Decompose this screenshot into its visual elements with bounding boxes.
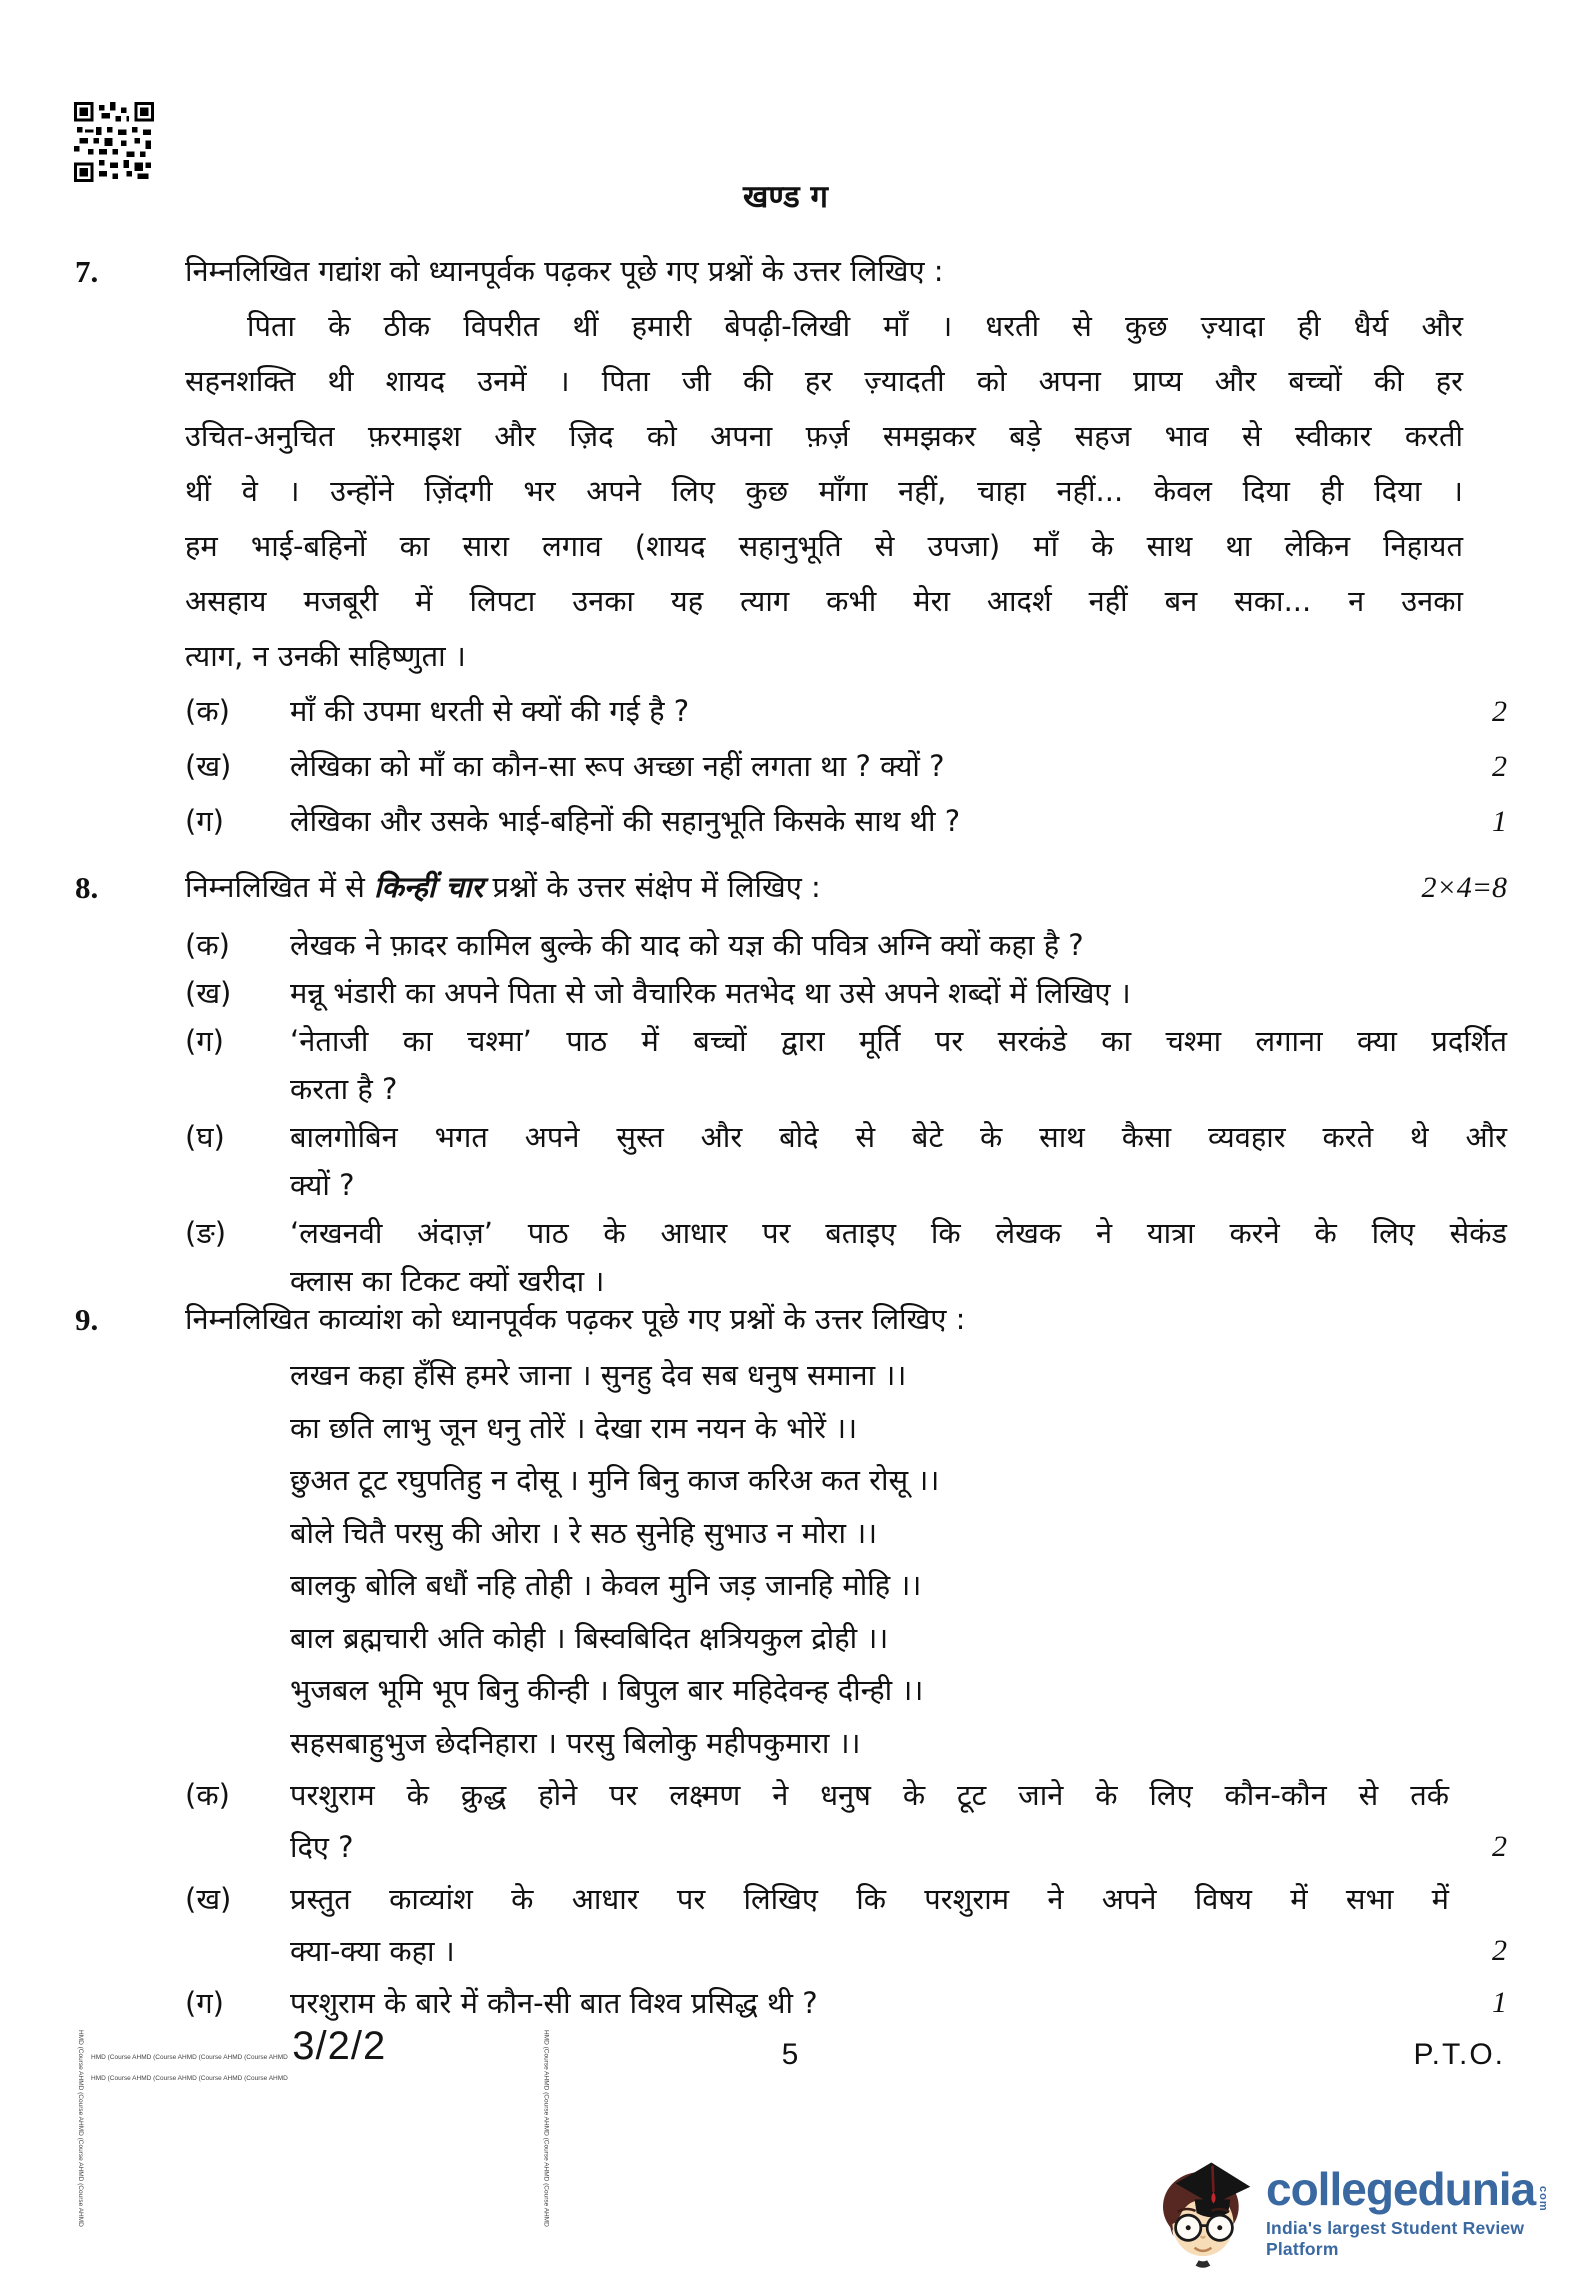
pto-label: P.T.O. [1413, 2038, 1506, 2071]
question-8-subquestions [185, 921, 1507, 1305]
subquestion-text: क्या-क्या कहा । [290, 1934, 455, 1968]
subquestion-text: परशुराम के बारे में कौन-सी बात विश्व प्रसिद्ध थी ? [290, 1986, 818, 2020]
section-heading: खण्ड ग [743, 179, 828, 215]
collegedunia-logo [1146, 2150, 1566, 2276]
subquestion [185, 684, 1507, 739]
qr-code [74, 100, 154, 184]
subquestion-text: लेखिका को माँ का कौन-सा रूप अच्छा नहीं लगता था ? क्यों ? [290, 749, 945, 783]
marks: 2 [1492, 750, 1507, 783]
question-9-poem [290, 1349, 1507, 1769]
subquestion-text: क्लास का टिकट क्यों खरीदा । [290, 1264, 605, 1298]
poem-line: सहसबाहुभुज छेदनिहारा । परसु बिलोकु महीपकुमारा ।। [290, 1725, 861, 1760]
poem-line: भुजबल भूमि भूप बिनु कीन्ही । बिपुल बार महिदेवन्ह दीन्ही ।। [290, 1673, 924, 1707]
question-7-number: 7. [75, 254, 99, 289]
paper-code: 3/2/2 [292, 2024, 387, 2068]
subquestion-label: (ग) [185, 1986, 224, 2020]
question-7-intro: निम्नलिखित गद्यांश को ध्यानपूर्वक पढ़कर पूछे गए प्रश्नों के उत्तर लिखिए : [185, 254, 944, 288]
collegedunia-wordmark: collegedunia [1266, 2163, 1536, 2215]
subquestion-text: ‘लखनवी अंदाज़’ पाठ के आधार पर बताइए कि लेखक ने यात्रा करने के लिए सेकंड [290, 1216, 1507, 1250]
subquestion-label: (घ) [185, 1120, 225, 1154]
subquestion [185, 1017, 1507, 1113]
subquestion [185, 1209, 1507, 1305]
subquestion-label: (क) [185, 694, 230, 728]
marks: 1 [1492, 1986, 1507, 2019]
footer-left [75, 2024, 552, 2227]
passage-line: असहाय मजबूरी में लिपटा उनका यह त्याग कभी मेरा आदर्श नहीं बन सका... न उनका [185, 584, 1463, 618]
subquestion-text: दिए ? [290, 1830, 354, 1864]
poem-line: लखन कहा हँसि हमरे जाना । सुनहु देव सब धनुष समाना ।। [290, 1358, 907, 1392]
question-8-number: 8. [75, 870, 99, 905]
poem-line: बाल ब्रह्मचारी अति कोही । बिस्वबिदित क्षत्रियकुल द्रोही ।। [290, 1620, 889, 1655]
passage-line: उचित-अनुचित फ़रमाइश और ज़िद को अपना फ़र्ज़ समझकर बड़े सहज भाव से स्वीकार करती [185, 419, 1463, 453]
poem-line: बालकु बोलि बधौं नहि तोही । केवल मुनि जड़ जानहि मोहि ।। [290, 1568, 922, 1602]
subquestion-text: क्यों ? [290, 1168, 355, 1202]
subquestion-label: (ग) [185, 804, 224, 838]
subquestion-label: (ङ) [185, 1216, 227, 1250]
subquestion [185, 921, 1507, 969]
poem-line: छुअत टूट रघुपतिहु न दोसू । मुनि बिनु काज करिअ कत रोसू ।। [290, 1463, 940, 1497]
question-7 [75, 244, 1507, 849]
subquestion-label: (क) [185, 928, 230, 962]
marks: 2 [1492, 695, 1507, 728]
question-7-subquestions [185, 684, 1507, 849]
poem-line: का छति लाभु जून धनु तोरें । देखा राम नयन के भोरें ।। [290, 1410, 858, 1445]
question-9-subquestions [185, 1769, 1507, 2029]
emphasis-text: किन्हीं चार [374, 870, 484, 904]
security-microtext: HMD (Course AHMD (Course AHMD (Course AHMD (Course AHMD [542, 2030, 550, 2227]
passage-line: हम भाई-बहिनों का सारा लगाव (शायद सहानुभूति से उपजा) माँ के साथ था लेकिन निहायत [185, 529, 1463, 563]
security-microtext: HMD (Course AHMD (Course AHMD (Course AHMD (Course AHMD [91, 2075, 288, 2082]
subquestion-label: (क) [185, 1778, 230, 1812]
subquestion [185, 794, 1507, 849]
marks: 2×4=8 [1421, 871, 1507, 904]
subquestion-label: (ख) [185, 976, 232, 1010]
question-9-number: 9. [75, 1302, 99, 1337]
passage-line: थीं वे । उन्होंने ज़िंदगी भर अपने लिए कुछ माँगा नहीं, चाहा नहीं... केवल दिया ही दिया । [185, 474, 1463, 508]
question-9 [75, 1292, 1507, 2029]
question-8 [75, 860, 1507, 1305]
subquestion-text: बालगोबिन भगत अपने सुस्त और बोदे से बेटे के साथ कैसा व्यवहार करते थे और [290, 1120, 1507, 1154]
subquestion-text: माँ की उपमा धरती से क्यों की गई है ? [290, 694, 690, 728]
question-7-passage [185, 299, 1507, 684]
subquestion-text: लेखिका और उसके भाई-बहिनों की सहानुभूति किसके साथ थी ? [290, 804, 961, 838]
subquestion [185, 1873, 1507, 1977]
marks: 2 [1492, 1830, 1507, 1863]
collegedunia-tagline: India's largest Student Review Platform [1266, 2218, 1525, 2259]
subquestion-label: (ख) [185, 1882, 232, 1916]
subquestion [185, 969, 1507, 1017]
marks: 1 [1492, 805, 1507, 838]
question-9-intro: निम्नलिखित काव्यांश को ध्यानपूर्वक पढ़कर पूछे गए प्रश्नों के उत्तर लिखिए : [185, 1302, 966, 1336]
collegedunia-mascot-icon [1146, 2152, 1262, 2274]
question-8-intro: निम्नलिखित में से किन्हीं चार प्रश्नों के उत्तर संक्षेप में लिखिए : [185, 870, 821, 904]
passage-line: पिता के ठीक विपरीत थीं हमारी बेपढ़ी-लिखी माँ । धरती से कुछ ज़्यादा ही धैर्य और [247, 309, 1463, 343]
page-number: 5 [781, 2038, 799, 2071]
passage-line: सहनशक्ति थी शायद उनमें । पिता जी की हर ज़्यादती को अपना प्राप्य और बच्चों की हर [185, 364, 1463, 398]
subquestion-text: परशुराम के क्रुद्ध होने पर लक्ष्मण ने धनुष के टूट जाने के लिए कौन-कौन से तर्क [290, 1778, 1449, 1812]
subquestion-text: ‘नेताजी का चश्मा’ पाठ में बच्चों द्वारा मूर्ति पर सरकंडे का चश्मा लगाना क्या प्रदर्शित [290, 1024, 1507, 1058]
marks: 2 [1492, 1934, 1507, 1967]
security-microtext: HMD (Course AHMD (Course AHMD (Course AHMD (Course AHMD [77, 2030, 84, 2227]
subquestion [185, 1113, 1507, 1209]
subquestion-text: मन्नू भंडारी का अपने पिता से जो वैचारिक मतभेद था उसे अपने शब्दों में लिखिए । [290, 976, 1131, 1010]
passage-line: त्याग, न उनकी सहिष्णुता । [185, 639, 466, 673]
subquestion [185, 1769, 1507, 1873]
poem-line: बोले चितै परसु की ओरा । रे सठ सुनेहि सुभाउ न मोरा ।। [290, 1515, 878, 1550]
subquestion-label: (ग) [185, 1024, 224, 1058]
subquestion [185, 1977, 1507, 2029]
security-microtext: HMD (Course AHMD (Course AHMD (Course AHMD (Course AHMD [91, 2054, 288, 2061]
subquestion [185, 739, 1507, 794]
subquestion-text: करता है ? [290, 1072, 398, 1106]
subquestion-text: लेखक ने फ़ादर कामिल बुल्के की याद को यज्ञ की पवित्र अग्नि क्यों कहा है ? [290, 928, 1084, 962]
paper-code-block [75, 2024, 552, 2227]
subquestion-text: प्रस्तुत काव्यांश के आधार पर लिखिए कि परशुराम ने अपने विषय में सभा में [290, 1882, 1449, 1916]
collegedunia-domain-suffix: com [1537, 2186, 1550, 2212]
subquestion-label: (ख) [185, 749, 232, 783]
